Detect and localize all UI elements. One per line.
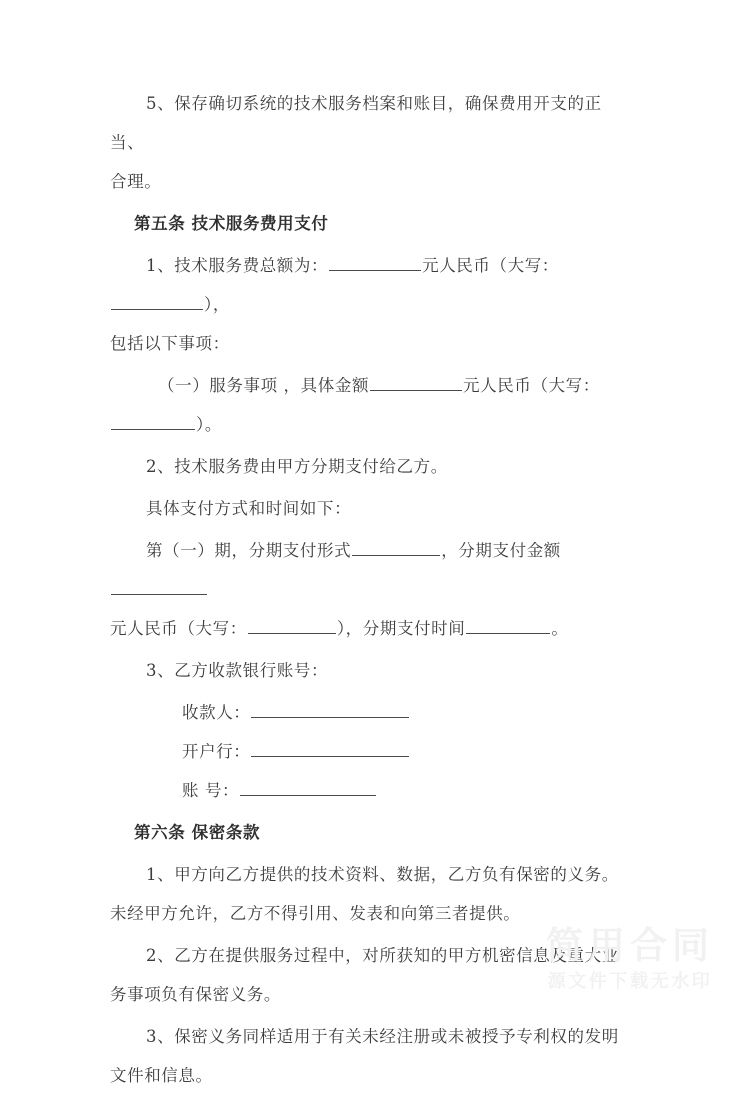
paragraph-5-2-detail: 具体支付方式和时间如下：	[146, 499, 352, 518]
blank-service-amount-words[interactable]	[111, 413, 195, 430]
service-item-suffix: ）。	[196, 415, 222, 434]
paragraph-5-1a-line-2	[110, 405, 634, 444]
installment-prefix: 第（一）期，分期支付形式	[146, 541, 352, 560]
paragraph-5-1-line-1	[110, 246, 634, 324]
paragraph-5-1-line-2: 包括以下事项：	[110, 334, 230, 353]
section-heading-five: 第五条 技术服务费用支付	[134, 214, 329, 233]
bank-payee-label: 收款人：	[182, 703, 251, 722]
blank-installment-amount[interactable]	[111, 578, 207, 595]
installment-time-prefix: ），分期支付时间	[336, 619, 466, 638]
blank-service-amount[interactable]	[370, 374, 462, 391]
paragraph-6-1-line-1: 1、甲方向乙方提供的技术资料、数据，乙方负有保密的义务。	[146, 865, 619, 884]
installment-words-prefix: 元人民币（大写：	[110, 619, 247, 638]
blank-bank-account[interactable]	[240, 779, 376, 796]
installment-suffix: 。	[551, 619, 569, 638]
paragraph-6-2-line-2: 务事项负有保密义务。	[110, 985, 281, 1004]
installment-middle: ，分期支付金额	[441, 541, 561, 560]
blank-installment-time[interactable]	[466, 617, 550, 634]
paragraph-installment-line-1	[110, 531, 634, 609]
blank-bank-payee[interactable]	[251, 701, 409, 718]
blank-fee-total-words[interactable]	[111, 293, 203, 310]
document-body	[110, 84, 634, 1095]
blank-fee-total-amount[interactable]	[329, 254, 421, 271]
blank-bank-branch[interactable]	[251, 740, 409, 757]
bank-branch-label: 开户行：	[182, 742, 251, 761]
bank-account-row	[110, 771, 634, 810]
fee-total-middle: 元人民币（大写：	[422, 256, 559, 275]
fee-total-prefix: 1、技术服务费总额为：	[146, 256, 329, 275]
watermark-tagline: 源文件下载无水印	[547, 970, 713, 992]
section-heading-six: 第六条 保密条款	[134, 823, 261, 842]
blank-installment-form[interactable]	[352, 539, 440, 556]
bank-payee-row	[110, 693, 634, 732]
blank-installment-amount-words[interactable]	[248, 617, 336, 634]
paragraph-item-5-line-2: 合理。	[110, 172, 162, 191]
paragraph-6-1-line-2: 未经甲方允许，乙方不得引用、发表和向第三者提供。	[110, 904, 521, 923]
paragraph-item-5-line-1: 5、保存确切系统的技术服务档案和账目，确保费用开支的正当、	[110, 94, 602, 152]
paragraph-6-3-line-2: 文件和信息。	[110, 1066, 213, 1085]
fee-total-suffix: ），	[204, 295, 230, 314]
bank-branch-row	[110, 732, 634, 771]
paragraph-6-3-line-1: 3、保密义务同样适用于有关未经注册或未被授予专利权的发明	[146, 1027, 619, 1046]
watermark-brand: 简用合同	[546, 924, 714, 968]
paragraph-5-2: 2、技术服务费由甲方分期支付给乙方。	[146, 457, 448, 476]
bank-account-label: 账 号：	[182, 781, 240, 800]
paragraph-5-1a-line-1	[110, 366, 634, 405]
paragraph-6-2-line-1: 2、乙方在提供服务过程中，对所获知的甲方机密信息及重大业	[146, 946, 619, 965]
paragraph-installment-line-2	[110, 609, 634, 648]
service-item-middle: 元人民币（大写：	[463, 376, 600, 395]
service-item-prefix: （一）服务事项 ，具体金额	[158, 376, 370, 395]
paragraph-5-3: 3、乙方收款银行账号：	[146, 661, 329, 680]
